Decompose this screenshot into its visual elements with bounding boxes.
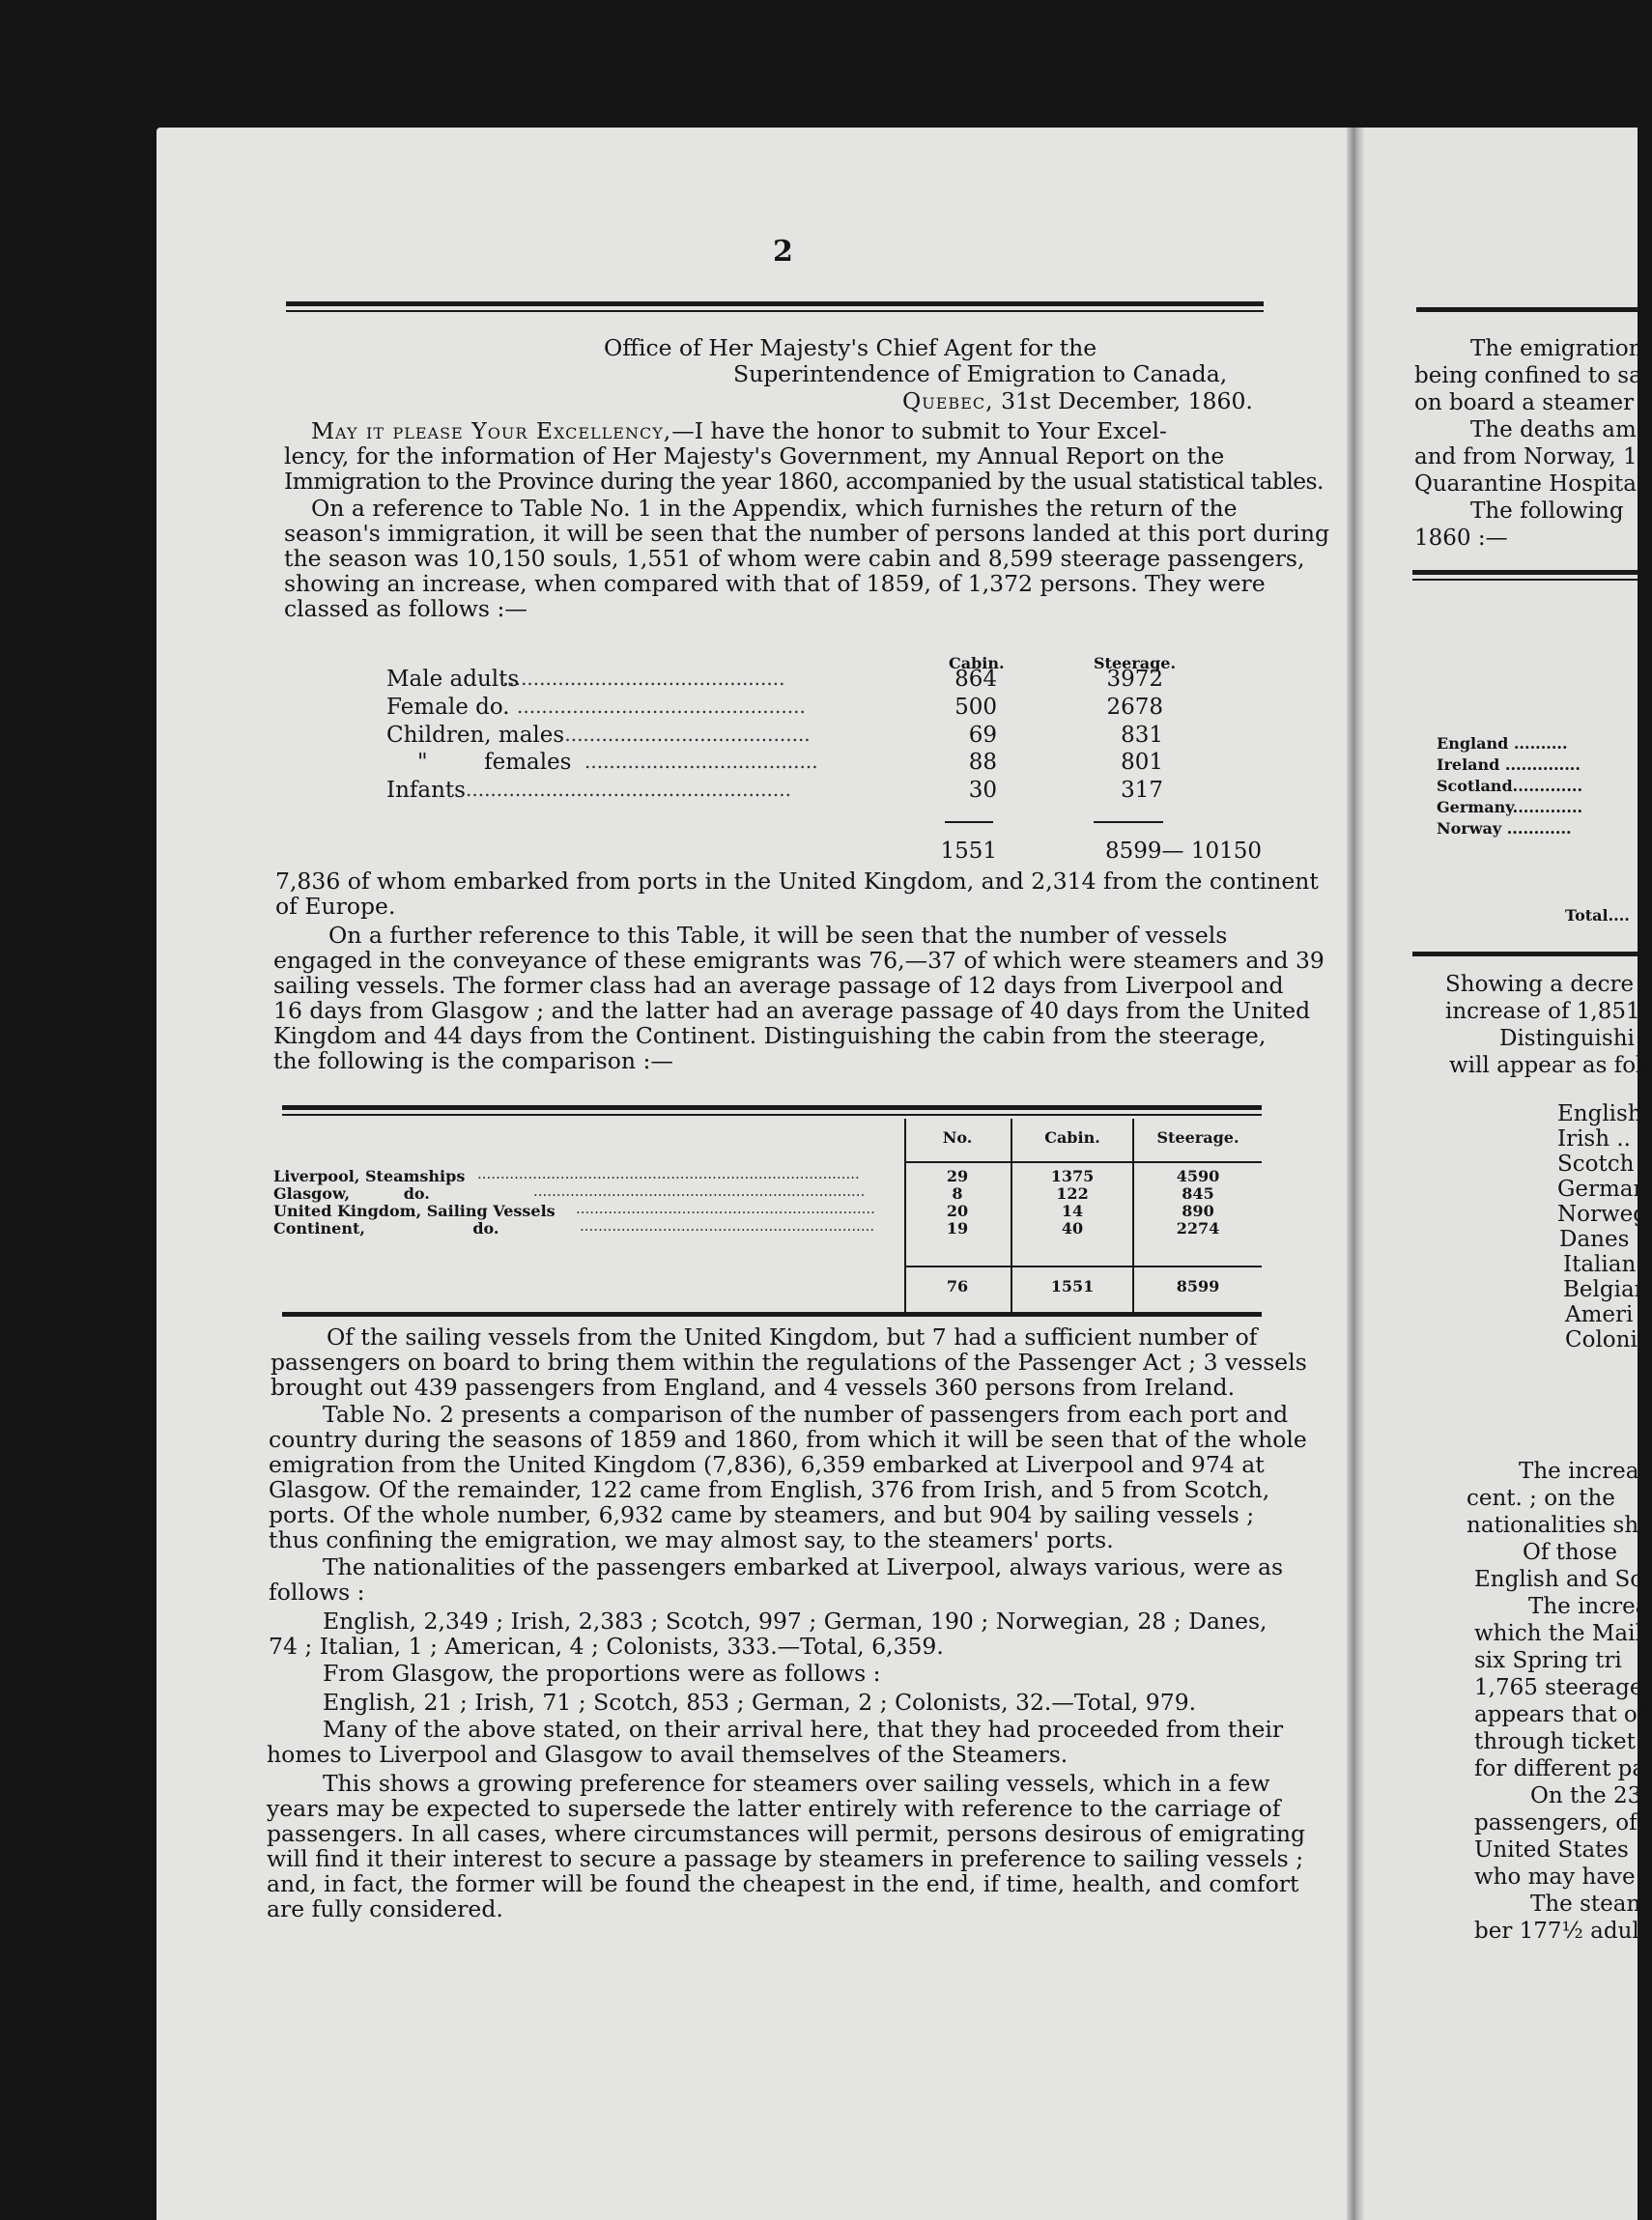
para7-line-2: follows : — [269, 1579, 365, 1606]
leader-dots: ......................................... — [558, 723, 811, 746]
leader-dots: ..................................................... — [466, 778, 791, 801]
classes-steerage-value: 801 — [1121, 750, 1163, 775]
right-line: being confined to sai — [1414, 363, 1650, 388]
right-table-total: Total.... — [1565, 906, 1630, 925]
para10-line-1: English, 21 ; Irish, 71 ; Scotch, 853 ; German, 2 ; Colonists, 32.—Total, 979. — [323, 1689, 1197, 1716]
right-table-top-rule — [1412, 570, 1638, 575]
leader-dots: .............................................. — [502, 667, 785, 690]
vessels-total-steerage: 8599 — [1176, 1277, 1220, 1295]
classes-sum-rule-steerage — [1094, 821, 1163, 823]
right-line: on board a steamer — [1414, 390, 1635, 415]
right-table-top-rule-thin — [1412, 579, 1638, 581]
para11-line-2: homes to Liverpool and Glasgow to avail themselves of the Steamers. — [267, 1741, 1068, 1768]
top-rule-thin — [286, 310, 1264, 312]
para1-line-3: Immigration to the Province during the year 1860, accompanied by the usual statistical tables. — [284, 468, 1324, 495]
classes-col-steerage: Steerage. — [1094, 654, 1177, 672]
para12-line-4: will find it their interest to secure a passage by steamers in preference to sailing vessels ; — [267, 1845, 1304, 1872]
right-line: 1,765 steerage, — [1474, 1675, 1650, 1700]
para5-line-3: brought out 439 passengers from England, and 4 vessels 360 persons from Ireland. — [271, 1374, 1236, 1401]
vessels-col-cabin: Cabin. — [1044, 1128, 1100, 1147]
right-table-row: Scotland............. — [1437, 777, 1583, 795]
vessels-steerage-value: 2274 — [1176, 1219, 1220, 1238]
right-nationality: Scotch — [1557, 1152, 1635, 1177]
para4-line-6: the following is the comparison :— — [273, 1047, 673, 1074]
para6-line-6: thus confining the emigration, we may almost say, to the steamers' ports. — [269, 1526, 1114, 1553]
right-nationality: Belgian — [1563, 1277, 1649, 1302]
para5-line-2: passengers on board to bring them within the regulations of the Passenger Act ; 3 vessels — [271, 1349, 1307, 1376]
para2-line-4: showing an increase, when compared with that of 1859, of 1,372 persons. They were — [284, 570, 1266, 597]
vessels-steerage-value: 4590 — [1176, 1167, 1220, 1185]
para6-line-2: country during the seasons of 1859 and 1860, from which it will be seen that of the whole — [269, 1426, 1307, 1453]
right-nationality: Danes — [1559, 1227, 1630, 1252]
right-line: Quarantine Hospita — [1414, 471, 1637, 497]
right-line: will appear as foll — [1449, 1053, 1650, 1078]
right-table-row: Ireland .............. — [1437, 755, 1581, 774]
right-nationality: Ameri — [1565, 1302, 1634, 1327]
header-line-1: Office of Her Majesty's Chief Agent for the — [604, 334, 1097, 361]
para7-line-1: The nationalities of the passengers embarked at Liverpool, always various, were as — [323, 1553, 1284, 1580]
vessels-cabin-value: 40 — [1061, 1219, 1084, 1238]
classes-steerage-value: 317 — [1121, 778, 1163, 803]
right-line: The deaths amo — [1470, 417, 1650, 442]
right-line: ber 177½ adul — [1474, 1919, 1639, 1944]
para1-text-1: —I have the honor to submit to Your Excel- — [671, 417, 1167, 444]
para4-line-3: sailing vessels. The former class had an average passage of 12 days from Liverpool and — [273, 972, 1284, 999]
vessels-header-rule — [904, 1161, 1262, 1163]
header-line-3 — [902, 389, 1253, 413]
vessels-row-label: Liverpool, Steamships — [273, 1167, 466, 1185]
para12-line-2: years may be expected to supersede the latter entirely with reference to the carriage of — [267, 1795, 1281, 1822]
right-nationality: Irish .. — [1557, 1126, 1631, 1152]
right-line: and from Norway, 1 — [1414, 444, 1638, 470]
vessels-no-value: 20 — [946, 1202, 969, 1220]
right-nationality: Italian — [1563, 1252, 1637, 1277]
classes-steerage-value: 831 — [1121, 723, 1163, 748]
classes-steerage-value: 3972 — [1106, 667, 1163, 692]
vessels-row-label: United Kingdom, Sailing Vessels — [273, 1202, 555, 1220]
right-line: United States — [1474, 1837, 1629, 1863]
right-line: Distinguishi — [1499, 1026, 1635, 1051]
right-line: increase of 1,851 — [1445, 999, 1640, 1024]
para11-line-1: Many of the above stated, on their arrival here, that they had proceeded from their — [323, 1716, 1284, 1743]
leader-dots: ................................................................ — [580, 1217, 875, 1235]
right-line: The increa — [1519, 1459, 1639, 1484]
right-line: cent. ; on the — [1467, 1486, 1615, 1511]
page-gutter — [1347, 128, 1364, 2220]
vessels-no-value: 8 — [952, 1184, 963, 1203]
right-line: The emigration — [1470, 336, 1643, 361]
vessels-cabin-value: 14 — [1061, 1202, 1084, 1220]
vessels-table-top-rule — [282, 1105, 1262, 1110]
vessels-col-steerage: Steerage. — [1156, 1128, 1239, 1147]
classes-total-steerage: 8599— 10150 — [1105, 839, 1263, 864]
right-line: for different pa — [1474, 1756, 1646, 1781]
right-line: English and Sc — [1474, 1567, 1643, 1592]
header-date: 31st December, 1860. — [1001, 387, 1253, 414]
vessels-total-rule — [904, 1266, 1262, 1267]
page-number: 2 — [773, 235, 793, 269]
para5-line-1: Of the sailing vessels from the United Kingdom, but 7 had a sufficient number of — [327, 1323, 1258, 1351]
vessels-total-cabin: 1551 — [1050, 1277, 1095, 1295]
right-line: Of those — [1523, 1540, 1617, 1565]
classes-cabin-value: 69 — [968, 723, 997, 748]
vessels-steerage-value: 845 — [1182, 1184, 1214, 1203]
para6-line-1: Table No. 2 presents a comparison of the number of passengers from each port and — [323, 1401, 1289, 1428]
para3-line-1: 7,836 of whom embarked from ports in the United Kingdom, and 2,314 from the continent — [275, 868, 1319, 895]
right-nationality: German — [1557, 1177, 1648, 1202]
classes-cabin-value: 500 — [954, 695, 997, 720]
right-line: Showing a decre — [1445, 972, 1635, 997]
vessels-table-top-rule-thin — [282, 1114, 1262, 1116]
right-nationality: English — [1557, 1101, 1642, 1126]
para2-line-3: the season was 10,150 souls, 1,551 of whom were cabin and 8,599 steerage passengers, — [284, 545, 1305, 572]
para9-line-1: From Glasgow, the proportions were as follows : — [323, 1660, 881, 1687]
vessels-row-label: Glasgow, do. — [273, 1184, 430, 1203]
header-place: Quebec, — [902, 387, 994, 414]
right-line: who may have — [1474, 1864, 1636, 1890]
para6-line-3: emigration from the United Kingdom (7,836), 6,359 embarked at Liverpool and 974 at — [269, 1451, 1265, 1478]
classes-cabin-value: 88 — [968, 750, 997, 775]
para12-line-3: passengers. In all cases, where circumstances will permit, persons desirous of emigrating — [267, 1820, 1306, 1847]
vessels-total-no: 76 — [946, 1277, 969, 1295]
right-line: The following — [1470, 498, 1624, 524]
right-table-row: Norway ............ — [1437, 819, 1572, 838]
para8-line-1: English, 2,349 ; Irish, 2,383 ; Scotch, 997 ; German, 190 ; Norwegian, 28 ; Danes, — [323, 1608, 1267, 1635]
classes-total-cabin: 1551 — [940, 839, 997, 864]
right-top-rule — [1416, 307, 1638, 312]
leader-dots: ............................................... — [517, 695, 806, 718]
leader-dots: ................................................................................... — [477, 1165, 860, 1182]
classes-row-label: Male adults — [386, 667, 520, 692]
right-line: The increa — [1528, 1594, 1649, 1619]
classes-col-cabin: Cabin. — [949, 654, 1005, 672]
para2-line-5: classed as follows :— — [284, 595, 527, 622]
para6-line-4: Glasgow. Of the remainder, 122 came from English, 376 from Irish, and 5 from Scotch, — [269, 1476, 1270, 1503]
classes-row-label: Children, males — [386, 723, 565, 748]
para12-line-6: are fully considered. — [267, 1895, 503, 1922]
para8-line-2: 74 ; Italian, 1 ; American, 4 ; Colonists, 333.—Total, 6,359. — [269, 1633, 944, 1660]
right-table-bottom-rule — [1412, 952, 1638, 956]
right-line: nationalities sho — [1467, 1513, 1652, 1538]
para4-line-1: On a further reference to this Table, it will be seen that the number of vessels — [328, 922, 1228, 949]
classes-row-label: Infants — [386, 778, 466, 803]
para1-line-1 — [311, 419, 1167, 442]
right-line: which the Mail — [1474, 1621, 1642, 1646]
vessels-cabin-value: 122 — [1056, 1184, 1089, 1203]
right-table-row: Germany............. — [1437, 798, 1583, 816]
para12-line-1: This shows a growing preference for steamers over sailing vessels, which in a few — [323, 1770, 1270, 1797]
right-nationality: Norweg — [1557, 1202, 1647, 1227]
vessels-row-label: Continent, do. — [273, 1219, 499, 1238]
vessels-steerage-value: 890 — [1182, 1202, 1214, 1220]
para6-line-5: ports. Of the whole number, 6,932 came by steamers, and but 904 by sailing vessels ; — [269, 1501, 1255, 1528]
para3-line-2: of Europe. — [275, 893, 396, 920]
right-line: The stean — [1530, 1892, 1641, 1917]
para4-line-5: Kingdom and 44 days from the Continent. Distinguishing the cabin from the steerage, — [273, 1022, 1267, 1049]
vessels-cabin-value: 1375 — [1050, 1167, 1095, 1185]
top-rule — [286, 301, 1264, 306]
classes-row-label: Female do. — [386, 695, 510, 720]
salutation: May it please Your Excellency, — [311, 417, 672, 444]
header-line-2: Superintendence of Emigration to Canada, — [733, 360, 1228, 387]
right-line: six Spring tri — [1474, 1648, 1622, 1673]
classes-sum-rule-cabin — [945, 821, 993, 823]
vessels-col-no: No. — [942, 1128, 973, 1147]
para2-line-2: season's immigration, it will be seen that the number of persons landed at this port during — [284, 520, 1329, 547]
vessels-table-bottom-rule — [282, 1312, 1262, 1317]
right-line: On the 23 — [1530, 1783, 1642, 1808]
para4-line-2: engaged in the conveyance of these emigrants was 76,—37 of which were steamers and 39 — [273, 947, 1324, 974]
leader-dots: ........................................................................ — [533, 1182, 866, 1200]
vessels-no-value: 29 — [946, 1167, 969, 1185]
leader-dots: ................................................................. — [576, 1200, 875, 1217]
leader-dots: ...................................... — [584, 750, 818, 773]
classes-steerage-value: 2678 — [1106, 695, 1163, 720]
para12-line-5: and, in fact, the former will be found the cheapest in the end, if time, health, and comfort — [267, 1870, 1299, 1897]
classes-cabin-value: 864 — [954, 667, 997, 692]
right-table-row: England .......... — [1437, 734, 1568, 753]
para2-line-1: On a reference to Table No. 1 in the Appendix, which furnishes the return of the — [311, 495, 1238, 522]
vessels-no-value: 19 — [946, 1219, 969, 1238]
para1-line-2: lency, for the information of Her Majesty's Government, my Annual Report on the — [284, 442, 1225, 470]
para4-line-4: 16 days from Glasgow ; and the latter had an average passage of 40 days from the United — [273, 997, 1311, 1024]
classes-row-label: " females — [417, 750, 572, 775]
right-line: passengers, of — [1474, 1810, 1638, 1836]
right-line: 1860 :— — [1414, 526, 1508, 551]
right-line: appears that of — [1474, 1702, 1646, 1727]
right-line: through ticket — [1474, 1729, 1636, 1754]
classes-cabin-value: 30 — [968, 778, 997, 803]
right-nationality: Coloni — [1565, 1327, 1638, 1352]
